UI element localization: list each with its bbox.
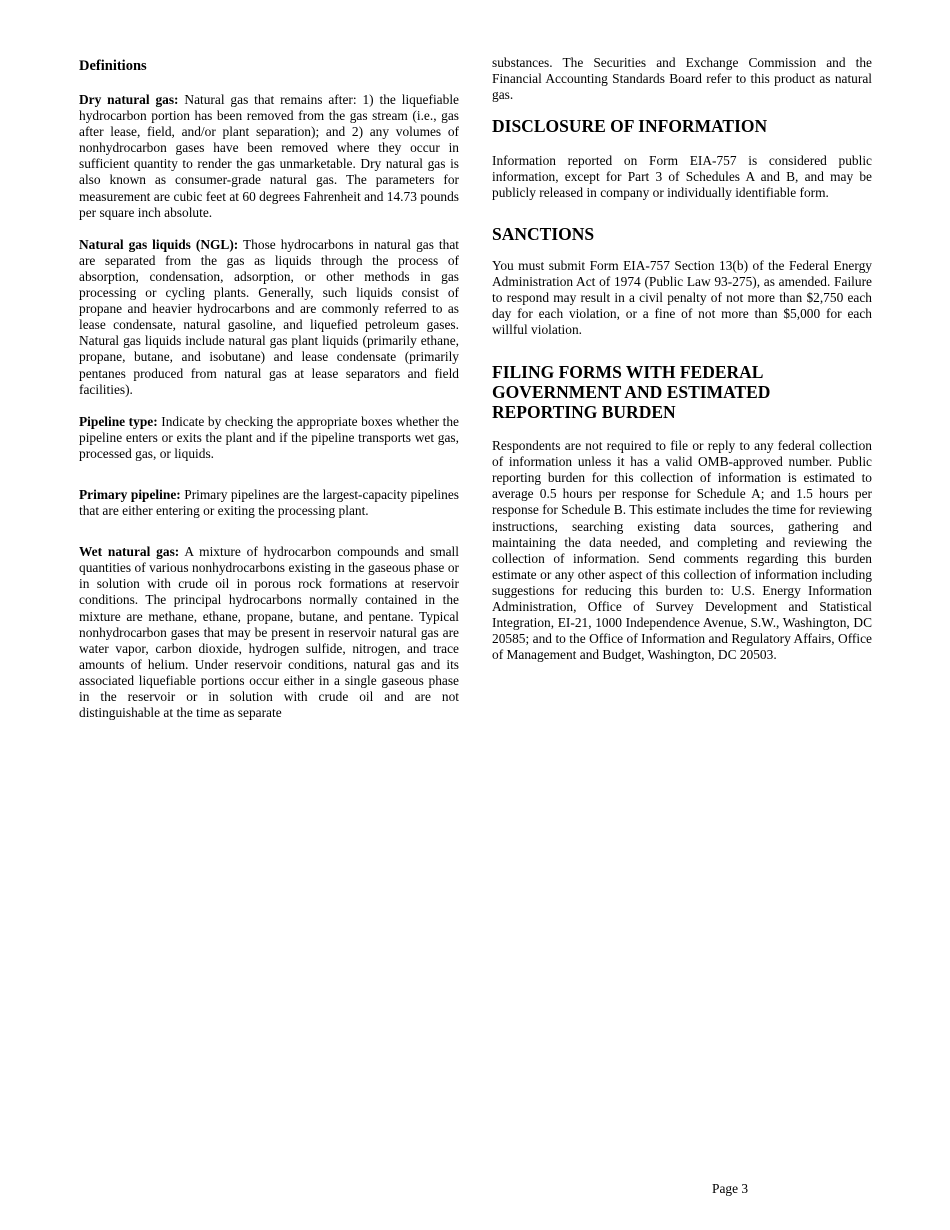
definition-term: Primary pipeline:	[79, 486, 181, 502]
right-column	[492, 55, 872, 663]
definition-term: Wet natural gas:	[79, 544, 180, 560]
definition-text: Those hydrocarbons in natural gas that are separated from the gas as liquids through the process of absorption, condensation, adsorption, or other methods in gas processing or cycling plants. Generally, such liquids consist of propane and heavier hydrocarbons and are commonly referred to as lease condensate, natural gasoline, and liquefied petroleum gases. Natural gas liquids include natural gas plant liquids (primarily ethane, propane, butane, and isobutane) and lease condensate (primarily pentanes produced from natural gas at lease separators and field facilities).	[79, 236, 459, 397]
definition-text: Primary pipelines are the largest-capacity pipelines that are either entering or exiting the processing plant.	[79, 486, 459, 519]
filing-text: Respondents are not required to file or reply to any federal collection of information unless it has a valid OMB-approved number. Public reporting burden for this collection of information is estimated to average 0.5 hours per response for Schedule A; and 1.5 hours per response for Schedule B. This estimate includes the time for reviewing instructions, searching existing data sources, gathering and maintaining the data needed, and completing and reviewing the collection of information. Send comments regarding this burden estimate or any other aspect of this collection of information including suggestions for reducing this burden to: U.S. Energy Information Administration, Office of Survey Development and Statistical Integration, EI-21, 1000 Independence Avenue, S.W., Washington, DC 20585; and to the Office of Information and Regulatory Affairs, Office of Management and Budget, Washington, DC 20503.	[492, 438, 872, 663]
filing-heading: FILING FORMS WITH FEDERAL GOVERNMENT AND ESTIMATED REPORTING BURDEN	[492, 362, 771, 423]
sanctions-text: You must submit Form EIA-757 Section 13(b) of the Federal Energy Administration Act of 1974 (Public Law 93-275), as amended. Failure to respond may result in a civil penalty of not more than $2,750 each day for each violation, or a fine of not more than $5,000 for each willful violation.	[492, 257, 872, 337]
left-column	[79, 55, 459, 721]
definition-dry-natural-gas	[79, 92, 459, 221]
definition-pipeline-type	[79, 414, 459, 462]
definition-term: Dry natural gas:	[79, 92, 179, 107]
definition-ngl	[79, 237, 459, 398]
definition-primary-pipeline	[79, 487, 459, 519]
definition-text: A mixture of hydrocarbon compounds and small quantities of various nonhydrocarbons existing in the gaseous phase or in solution with crude oil in porous rock formations at reservoir conditions. The principal hydrocarbons normally contained in the mixture are methane, ethane, propane, butane, and pentane. Typical nonhydrocarbon gases that may be present in reservoir natural gas are water vapor, carbon dioxide, hydrogen sulfide, nitrogen, and trace amounts of helium. Under reservoir conditions, natural gas and its associated liquefiable portions occur either in a single gaseous phase in the reservoir or in solution with crude oil and are not distinguishable at the time as separate	[79, 544, 459, 721]
page-number: Page 3	[712, 1181, 749, 1196]
definition-text: Natural gas that remains after: 1) the liquefiable hydrocarbon portion has been removed from the gas stream (i.e., gas after lease, field, and/or plant separation); and 2) any volumes of nonhydrocarbon gases have been removed where they occur in sufficient quantity to render the gas unmarketable. Dry natural gas is also known as consumer-grade natural gas. The parameters for measurement are cubic feet at 60 degrees Fahrenheit and 14.73 pounds per square inch absolute.	[79, 92, 459, 220]
sanctions-heading: SANCTIONS	[492, 223, 595, 244]
disclosure-text: Information reported on Form EIA-757 is considered public information, except for Part 3 of Schedules A and B, and may be publicly released in company or individually identifiable form.	[492, 153, 872, 201]
definition-term: Pipeline type:	[79, 413, 158, 429]
definition-term: Natural gas liquids (NGL):	[79, 236, 239, 252]
definition-wet-natural-gas	[79, 544, 459, 721]
definition-text: Indicate by checking the appropriate boxes whether the pipeline enters or exits the plant and if the pipeline transports wet gas, processed gas, or liquids.	[79, 413, 459, 461]
disclosure-heading: DISCLOSURE OF INFORMATION	[492, 116, 768, 137]
definitions-heading: Definitions	[79, 58, 147, 74]
continuation-paragraph: substances. The Securities and Exchange Commission and the Financial Accounting Standards Board refer to this product as natural gas.	[492, 55, 872, 103]
